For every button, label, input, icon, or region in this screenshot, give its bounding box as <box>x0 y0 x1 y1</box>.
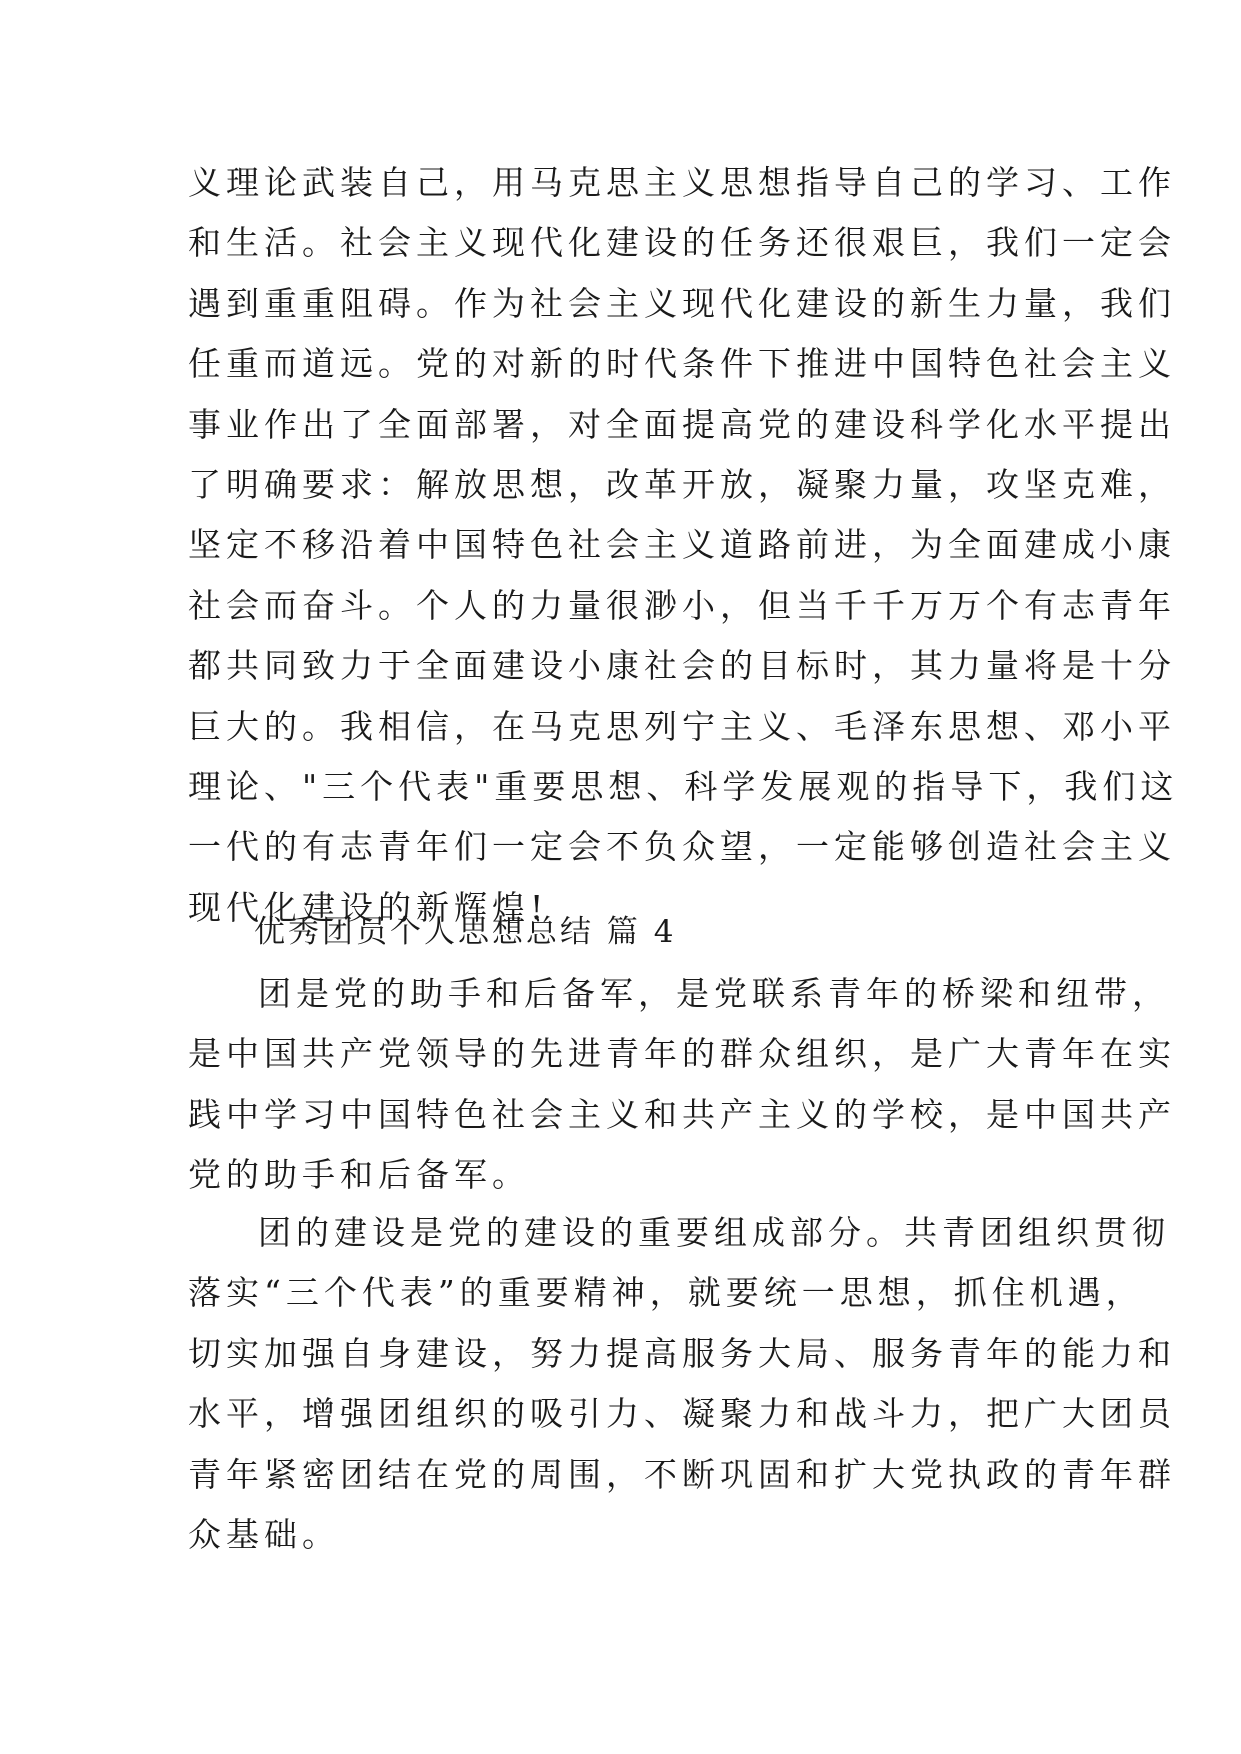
paragraph-line: 社会而奋斗。个人的力量很渺小，但当千千万万个有志青年 <box>188 585 1176 625</box>
paragraph-line: 水平，增强团组织的吸引力、凝聚力和战斗力，把广大团员 <box>188 1394 1176 1434</box>
paragraph-line: 任重而道远。党的对新的时代条件下推进中国特色社会主义 <box>188 344 1176 384</box>
paragraph-line: 是中国共产党领导的先进青年的群众组织，是广大青年在实 <box>188 1034 1176 1074</box>
paragraph-line: 践中学习中国特色社会主义和共产主义的学校，是中国共产 <box>188 1094 1176 1134</box>
paragraph-line: 遇到重重阻碍。作为社会主义现代化建设的新生力量，我们 <box>188 283 1176 323</box>
paragraph-line: 理论、"三个代表"重要思想、科学发展观的指导下，我们这 <box>188 766 1179 806</box>
paragraph-line: 团是党的助手和后备军，是党联系青年的桥梁和纽带， <box>258 974 1170 1013</box>
paragraph-line: 青年紧密团结在党的周围，不断巩固和扩大党执政的青年群 <box>188 1454 1176 1494</box>
paragraph-line: 现代化建设的新辉煌! <box>188 887 549 927</box>
paragraph-line: 坚定不移沿着中国特色社会主义道路前进，为全面建成小康 <box>188 525 1176 565</box>
paragraph-line: 落实“三个代表”的重要精神，就要统一思想，抓住机遇， <box>188 1273 1144 1313</box>
paragraph-line: 义理论武装自己，用马克思主义思想指导自己的学习、工作 <box>188 163 1176 202</box>
paragraph-line: 切实加强自身建设，努力提高服务大局、服务青年的能力和 <box>188 1333 1176 1373</box>
paragraph-line: 巨大的。我相信，在马克思列宁主义、毛泽东思想、邓小平 <box>188 706 1176 746</box>
paragraph-line: 一代的有志青年们一定会不负众望，一定能够创造社会主义 <box>188 827 1176 867</box>
paragraph-2 <box>188 1203 1176 1565</box>
paragraph-line: 事业作出了全面部署，对全面提高党的建设科学化水平提出 <box>188 404 1176 444</box>
paragraph-1 <box>188 964 1176 1206</box>
section-heading: 优秀团员个人思想总结 篇 4 <box>254 914 677 950</box>
continuation-paragraph <box>188 153 1179 938</box>
paragraph-line: 了明确要求：解放思想，改革开放，凝聚力量，攻坚克难， <box>188 464 1176 504</box>
paragraph-line: 和生活。社会主义现代化建设的任务还很艰巨，我们一定会 <box>188 223 1176 263</box>
paragraph-line: 众基础。 <box>188 1514 340 1554</box>
paragraph-line: 都共同致力于全面建设小康社会的目标时，其力量将是十分 <box>188 646 1176 686</box>
paragraph-line: 党的助手和后备军。 <box>188 1155 530 1195</box>
paragraph-line: 团的建设是党的建设的重要组成部分。共青团组织贯彻 <box>258 1213 1170 1252</box>
